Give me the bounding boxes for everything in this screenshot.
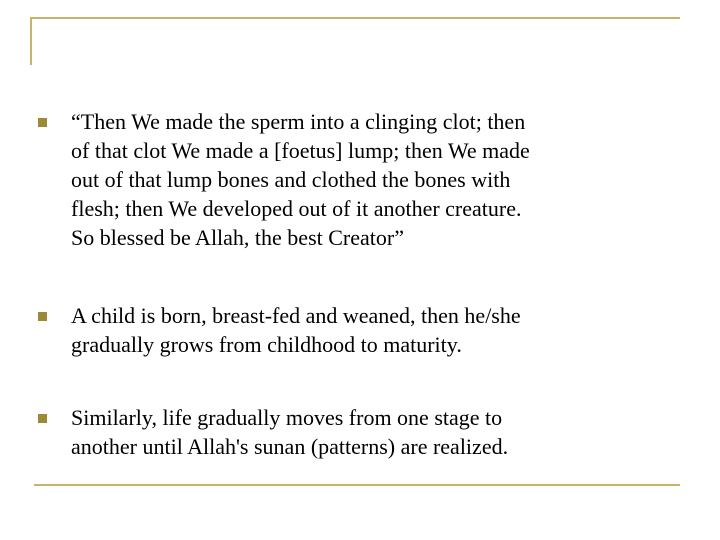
bullet-text: “Then We made the sperm into a clinging clot; then of that clot We made a [foetus] lump; then We made out of that lump bones and clothed the bones with flesh; then We developed out of it another creature. So blessed be Allah, the best Creator” bbox=[71, 109, 530, 250]
bullet-text: A child is born, breast-fed and weaned, then he/she gradually grows from childhood to maturity. bbox=[71, 303, 521, 357]
bullet-text: Similarly, life gradually moves from one stage to another until Allah's sunan (patterns) are realized. bbox=[71, 405, 509, 459]
bottom-border-rule bbox=[34, 484, 680, 486]
square-bullet-icon bbox=[38, 118, 47, 127]
square-bullet-icon bbox=[38, 414, 47, 423]
square-bullet-icon bbox=[38, 312, 47, 321]
